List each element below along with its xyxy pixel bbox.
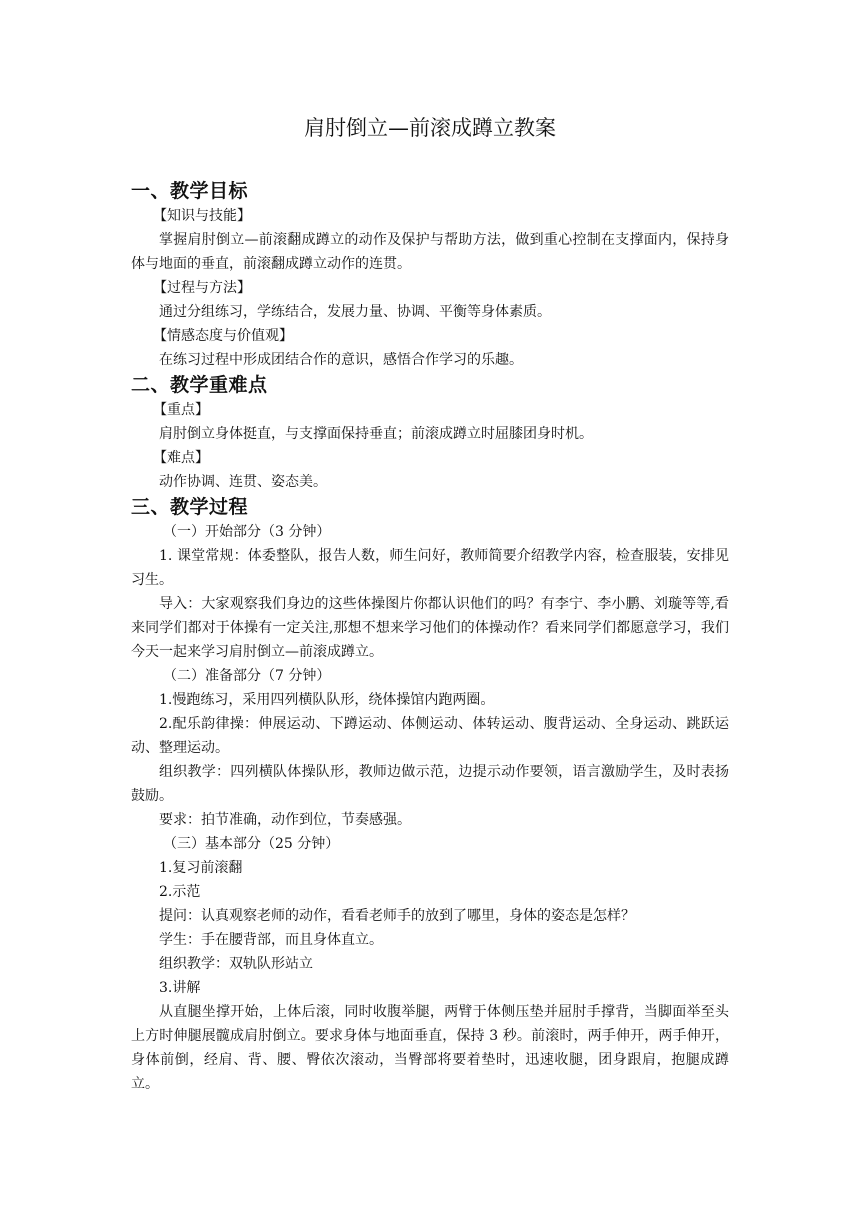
paragraph: 提问：认真观察老师的动作，看看老师手的放到了哪里，身体的姿态是怎样？ xyxy=(159,908,635,924)
document-body xyxy=(131,178,729,1096)
document-title: 肩肘倒立—前滚成蹲立教案 xyxy=(304,116,556,140)
paragraph: 组织教学：四列横队体操队形，教师边做示范，边提示动作要领，语言激励学生，及时表扬鼓励。 xyxy=(131,764,729,804)
paragraph: 学生：手在腰背部，而且身体直立。 xyxy=(159,932,383,948)
subsection-title: （一）开始部分（3 分钟） xyxy=(163,524,331,540)
section-heading: 一、教学目标 xyxy=(131,180,249,202)
paragraph: 动作协调、连贯、姿态美。 xyxy=(159,474,327,490)
paragraph: 1. 课堂常规：体委整队，报告人数，师生问好，教师简要介绍教学内容，检查服装，安排见习生。 xyxy=(131,548,729,588)
subsection-title: （二）准备部分（7 分钟） xyxy=(163,668,331,684)
subheading-label: 【重点】 xyxy=(153,402,209,418)
subheading-label: 【难点】 xyxy=(153,450,209,466)
subheading-label: 【知识与技能】 xyxy=(153,208,251,224)
paragraph: 通过分组练习，学练结合，发展力量、协调、平衡等身体素质。 xyxy=(159,304,551,320)
subheading-label: 【过程与方法】 xyxy=(153,280,251,296)
subsection-title: （三）基本部分（25 分钟） xyxy=(163,836,340,852)
section-teaching-goals xyxy=(131,178,729,372)
paragraph: 肩肘倒立身体挺直，与支撑面保持垂直；前滚成蹲立时屈膝团身时机。 xyxy=(159,426,593,442)
section-heading: 二、教学重难点 xyxy=(131,374,268,396)
paragraph: 从直腿坐撑开始，上体后滚，同时收腹举腿，两臂于体侧压垫并屈肘手撑背，当脚面举至头上方时伸腿展髋成肩肘倒立。要求身体与地面垂直，保持 3 秒。前滚时，两手伸开，两手伸开，身体前倒，经肩、背、腰、臀依次滚动，当臀部将要着垫时，迅速收腿，团身跟肩，抱腿成蹲立。 xyxy=(131,1004,729,1092)
section-teaching-process xyxy=(131,494,729,1096)
paragraph: 1.慢跑练习，采用四列横队队形，绕体操馆内跑两圈。 xyxy=(159,692,495,708)
paragraph: 在练习过程中形成团结合作的意识，感悟合作学习的乐趣。 xyxy=(159,352,523,368)
subheading-label: 【情感态度与价值观】 xyxy=(153,328,293,344)
paragraph: 要求：拍节准确，动作到位，节奏感强。 xyxy=(159,812,411,828)
paragraph: 2.配乐韵律操：伸展运动、下蹲运动、体侧运动、体转运动、腹背运动、全身运动、跳跃运动、整理运动。 xyxy=(131,716,729,756)
paragraph: 导入：大家观察我们身边的这些体操图片你都认识他们的吗？有李宁、李小鹏、刘璇等等,看来同学们都对于体操有一定关注,那想不想来学习他们的体操动作？看来同学们都愿意学习，我们今天一起来学习肩肘倒立—前滚成蹲立。 xyxy=(131,596,729,660)
paragraph: 3.讲解 xyxy=(159,980,201,996)
paragraph: 掌握肩肘倒立—前滚翻成蹲立的动作及保护与帮助方法，做到重心控制在支撑面内，保持身体与地面的垂直，前滚翻成蹲立动作的连贯。 xyxy=(131,232,729,272)
paragraph: 组织教学：双轨队形站立 xyxy=(159,956,313,972)
section-heading: 三、教学过程 xyxy=(131,496,249,518)
section-key-difficult-points xyxy=(131,372,729,494)
paragraph: 2.示范 xyxy=(159,884,201,900)
paragraph: 1.复习前滚翻 xyxy=(159,860,243,876)
